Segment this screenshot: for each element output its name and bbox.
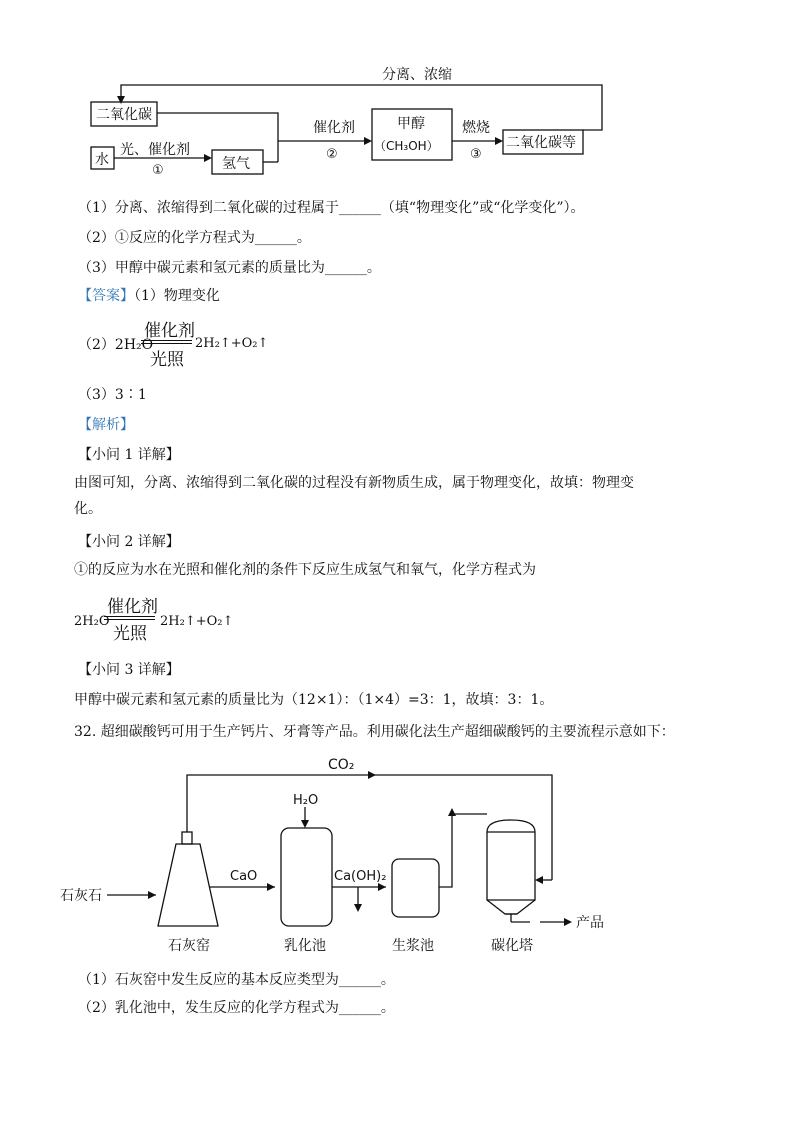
- question-3: （3）甲醇中碳元素和氢元素的质量比为______。: [78, 260, 381, 276]
- answer-section: [78, 286, 220, 306]
- label-cao: CaO: [230, 869, 258, 884]
- label-product: 产品: [576, 915, 604, 931]
- question-32-text: 32. 超细碳酸钙可用于生产钙片、牙膏等产品。利用碳化法生产超细碳酸钙的主要流程示意如下：: [74, 724, 675, 740]
- question-2: （2）①反应的化学方程式为______。: [78, 230, 311, 246]
- analysis-eq-right: 2H₂↑+O₂↑: [160, 614, 234, 629]
- answer-tag: 【答案】: [78, 288, 134, 304]
- analysis-eq-left: 2H₂O: [74, 614, 110, 629]
- label-limestone: 石灰石: [60, 888, 102, 904]
- box-methanol-line1: 甲醇: [397, 116, 425, 132]
- answer-2-products: 2H₂↑+O₂↑: [195, 336, 269, 351]
- answer-2-condition-bottom: 光照: [150, 350, 184, 370]
- arrow1-number: ①: [152, 163, 164, 178]
- box-h2-text: 氢气: [222, 156, 250, 172]
- label-co2: CO₂: [328, 757, 355, 773]
- answer-2-condition-top: 催化剂: [144, 321, 195, 341]
- label-h2o: H₂O: [293, 793, 319, 808]
- box-co2-etc-text: 二氧化碳等: [506, 135, 576, 151]
- question-32-1: （1）石灰窑中发生反应的基本反应类型为______。: [78, 972, 395, 988]
- question-32-2: （2）乳化池中，发生反应的化学方程式为______。: [78, 1000, 395, 1016]
- box-water-text: 水: [95, 152, 109, 168]
- analysis-q1-heading: 【小问 1 详解】: [78, 447, 180, 463]
- answer-2-equals: [141, 340, 192, 344]
- arrow3-label: 燃烧: [462, 120, 490, 136]
- box-co2-text: 二氧化碳: [96, 107, 152, 123]
- label-caoh2: Ca(OH)₂: [334, 869, 387, 884]
- analysis-eq-condition-bottom: 光照: [113, 624, 147, 644]
- box-methanol-line2: （CH₃OH）: [374, 139, 439, 153]
- label-slaking-tank: 乳化池: [284, 938, 326, 954]
- label-kiln: 石灰窑: [168, 938, 210, 954]
- arrow2-label: 催化剂: [313, 120, 355, 136]
- arrow3-number: ③: [470, 147, 482, 162]
- analysis-tag: 【解析】: [78, 417, 134, 433]
- arrow1-label: 光、催化剂: [120, 142, 190, 158]
- question-1: （1）分离、浓缩得到二氧化碳的过程属于______（填“物理变化”或“化学变化”）。: [78, 200, 585, 216]
- answer-1: （1）物理变化: [134, 288, 220, 304]
- calcium-carbonate-flow-diagram: [0, 750, 800, 960]
- analysis-q2-heading: 【小问 2 详解】: [78, 534, 180, 550]
- analysis-eq-condition-top: 催化剂: [107, 597, 158, 617]
- label-carbonation-tower: 碳化塔: [491, 938, 533, 954]
- analysis-q3-text: 甲醇中碳元素和氢元素的质量比为（12×1）：（1×4）=3：1，故填：3：1。: [74, 692, 554, 708]
- loop-label: 分离、浓缩: [382, 67, 452, 83]
- arrow2-number: ②: [326, 147, 338, 162]
- analysis-q2-text: ①的反应为水在光照和催化剂的条件下反应生成氢气和氧气，化学方程式为: [74, 562, 536, 578]
- label-slurry-tank: 生浆池: [392, 938, 434, 954]
- answer-3: （3）3∶1: [78, 387, 147, 403]
- answer-2-prefix: （2）2H₂O: [78, 337, 154, 353]
- analysis-q1-text: 由图可知，分离、浓缩得到二氧化碳的过程没有新物质生成，属于物理变化，故填：物理变化。: [74, 475, 634, 517]
- analysis-q3-heading: 【小问 3 详解】: [78, 662, 180, 678]
- methanol-flow-diagram: [0, 0, 800, 190]
